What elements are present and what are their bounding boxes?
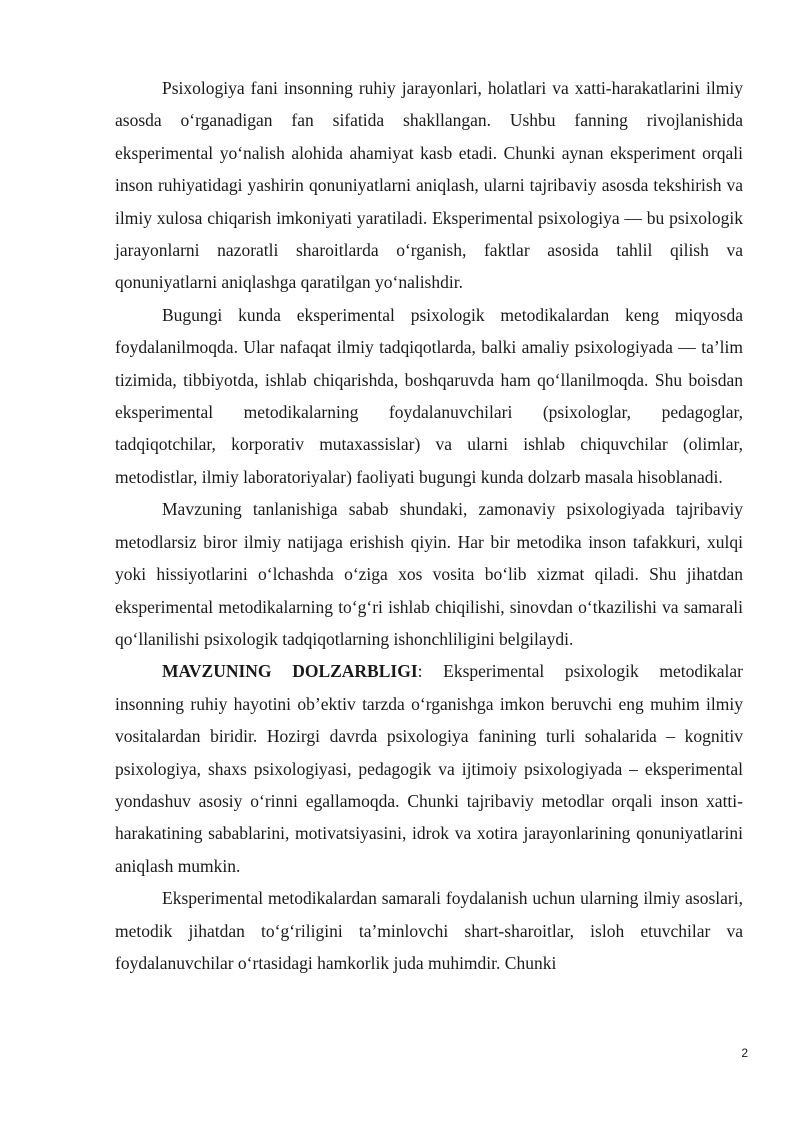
paragraph-text: Mavzuning tanlanishiga sabab shundaki, zamonaviy psixologiyada tajribaviy metodlarsiz biror ilmiy natijaga erishish qiyin. Har bir metodika inson tafakkuri, xulqi yoki hissiyotlarini o‘lchashda o‘ziga xos vosita bo‘lib xizmat qiladi. Shu jihatdan eksperimental metodikalarning to‘g‘ri ishlab chiqilishi, sinovdan o‘tkazilishi va samarali qo‘llanilishi psixologik tadqiqotlarning ishonchliligini belgilaydi. [115, 499, 743, 649]
paragraph-relevance [115, 655, 743, 882]
paragraph-text: Psixologiya fani insonning ruhiy jarayonlari, holatlari va xatti-harakatlarini ilmiy asosda o‘rganadigan fan sifatida shakllangan. Ushbu fanning rivojlanishida eksperimental yo‘nalish alohida ahamiyat kasb etadi. Chunki aynan eksperiment orqali inson ruhiyatidagi yashirin qonuniyatlarni aniqlash, ularni tajribaviy asosda tekshirish va ilmiy xulosa chiqarish imkoniyati yaratiladi. Eksperimental psixologiya — bu psixologik jarayonlarni nazoratli sharoitlarda o‘rganish, faktlar asosida tahlil qilish va qonuniyatlarni aniqlashga qaratilgan yo‘nalishdir. [115, 78, 743, 293]
paragraph-intro [115, 72, 743, 299]
page-number: 2 [741, 1046, 748, 1060]
paragraph-text: Bugungi kunda eksperimental psixologik metodikalardan keng miqyosda foydalanilmoqda. Ular nafaqat ilmiy tadqiqotlarda, balki amaliy psixologiyada — ta’lim tizimida, tibbiyotda, ishlab chiqarishda, boshqaruvda ham qo‘llanilmoqda. Shu boisdan eksperimental metodikalarning foydalanuvchilari (psixologlar, pedagoglar, tadqiqotchilar, korporativ mutaxassislar) va ularni ishlab chiquvchilar (olimlar, metodistlar, ilmiy laboratoriyalar) faoliyati bugungi kunda dolzarb masala hisoblanadi. [115, 304, 743, 487]
paragraph-text: : Eksperimental psixologik metodikalar insonning ruhiy hayotini ob’ektiv tarzda o‘rganishga imkon beruvchi eng muhim ilmiy vositalardan biridir. Hozirgi davrda psixologiya fanining turli sohalarida – kognitiv psixologiya, shaxs psixologiyasi, pedagogik va ijtimoiy psixologiyada – eksperimental yondashuv asosiy o‘rinni egallamoqda. Chunki tajribaviy metodlar orqali inson xatti-harakatining sabablarini, motivatsiyasini, idrok va xotira jarayonlarining qonuniyatlarini aniqlash mumkin. [115, 661, 743, 876]
paragraph-usage [115, 299, 743, 493]
paragraph-topic-choice [115, 493, 743, 655]
section-heading-inline: MAVZUNING DOLZARBLIGI [162, 661, 418, 682]
paragraph-text: Eksperimental metodikalardan samarali foydalanish uchun ularning ilmiy asoslari, metodik jihatdan to‘g‘riligini ta’minlovchi shart-sharoitlar, isloh etuvchilar va foydalanuvchilar o‘rtasidagi hamkorlik juda muhimdir. Chunki [115, 888, 743, 973]
body-text [115, 72, 743, 979]
paragraph-effective-use [115, 882, 743, 979]
